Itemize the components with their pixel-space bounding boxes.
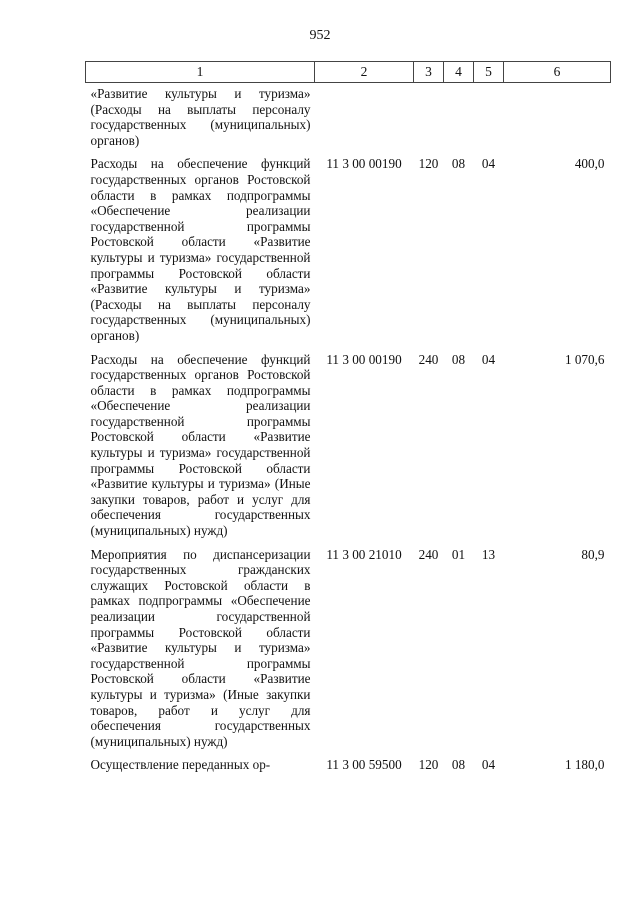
row-amount (504, 83, 611, 153)
row-amount: 400,0 (574, 156, 605, 172)
header-col-4: 4 (444, 62, 474, 83)
table-row (86, 543, 611, 754)
header-col-2: 2 (315, 62, 414, 83)
row-expense-type: 240 (418, 351, 439, 367)
header-col-5: 5 (474, 62, 504, 83)
row-expense-type: 120 (418, 156, 439, 172)
table-header-row (86, 62, 611, 83)
table-row (86, 348, 611, 543)
row-description: Расходы на обеспечение функций государственных органов Ростовской области в рамках подпрограммы «Обеспечение реализации государственной программы Ростовской области «Развитие культуры и туризма» государственной программы Ростовской области «Развитие культуры и туризма» (Расходы на выплаты персоналу государственных (муниципальных) органов) (90, 156, 311, 343)
row-section: 08 (451, 757, 466, 773)
header-col-1: 1 (86, 62, 315, 83)
row-subsection (474, 83, 504, 153)
row-target-article (315, 83, 414, 153)
row-section: 08 (451, 156, 466, 172)
row-target-article: 11 3 00 21010 (326, 546, 402, 562)
table-row (86, 753, 611, 777)
row-section (444, 83, 474, 153)
row-amount: 1 070,6 (564, 351, 605, 367)
row-description: «Развитие культуры и туризма» (Расходы на выплаты персоналу государственных (муниципальных) органов) (90, 86, 311, 148)
row-target-article: 11 3 00 00190 (326, 351, 402, 367)
row-expense-type: 240 (418, 546, 439, 562)
row-amount: 1 180,0 (564, 757, 605, 773)
row-section: 01 (451, 546, 466, 562)
row-subsection: 13 (481, 546, 496, 562)
header-col-3: 3 (414, 62, 444, 83)
row-subsection: 04 (481, 757, 496, 773)
row-description: Осуществление переданных ор- (90, 757, 271, 773)
row-expense-type (414, 83, 444, 153)
row-section: 08 (451, 351, 466, 367)
row-subsection: 04 (481, 156, 496, 172)
row-subsection: 04 (481, 351, 496, 367)
page-number: 952 (309, 28, 331, 43)
row-description: Мероприятия по диспансеризации государственных гражданских служащих Ростовской области в рамках подпрограммы «Обеспечение реализации государственной программы Ростовской области «Развитие культуры и туризма» государственной программы Ростовской области «Развитие культуры и туризма» (Иные закупки товаров, работ и услуг для обеспечения государственных (муниципальных) нужд) (90, 546, 311, 749)
table-row (86, 83, 611, 153)
budget-table (85, 61, 611, 777)
row-target-article: 11 3 00 00190 (326, 156, 402, 172)
row-description: Расходы на обеспечение функций государственных органов Ростовской области в рамках подпрограммы «Обеспечение реализации государственной программы Ростовской области «Развитие культуры и туризма» государственной программы Ростовской области «Развитие культуры и туризма» (Иные закупки товаров, работ и услуг для обеспечения государственных (муниципальных) нужд) (90, 351, 311, 539)
row-expense-type: 120 (418, 757, 439, 773)
row-target-article: 11 3 00 59500 (326, 757, 402, 773)
table-row (86, 152, 611, 347)
row-amount: 80,9 (581, 546, 605, 562)
header-col-6: 6 (504, 62, 611, 83)
